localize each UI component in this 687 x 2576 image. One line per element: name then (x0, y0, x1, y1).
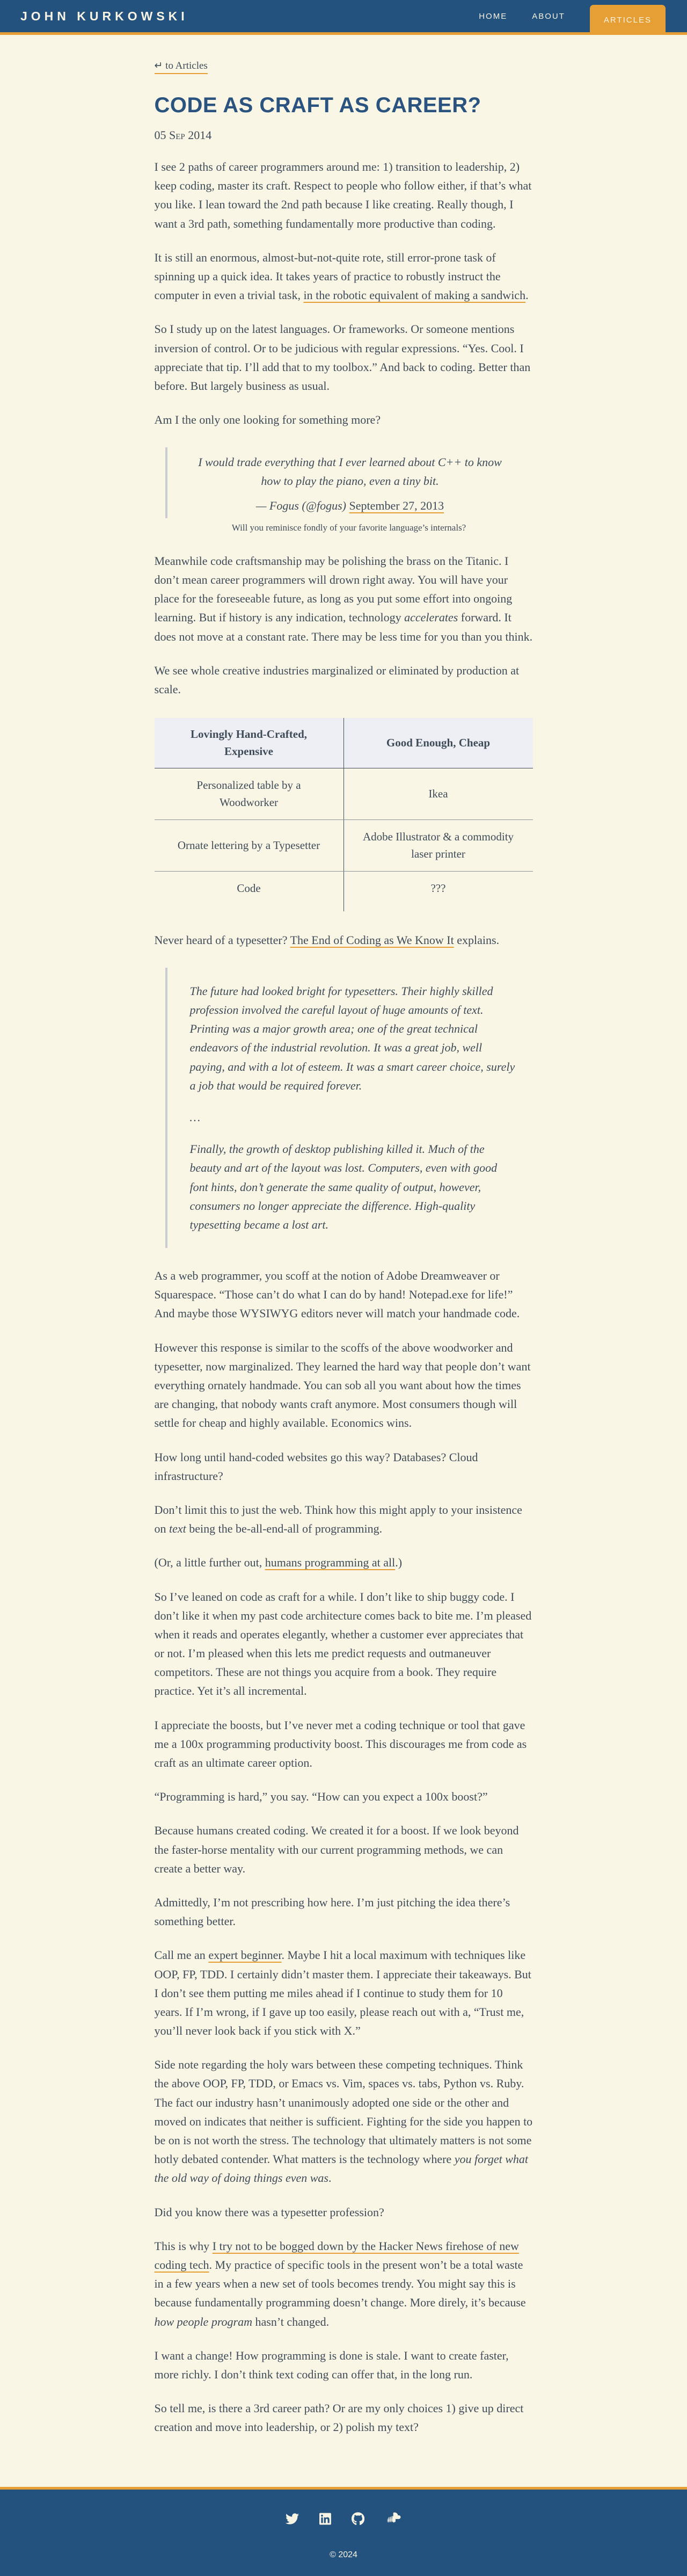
text-run: … (189, 1110, 201, 1124)
emphasis-text: you forget what the old way of doing things even was (154, 2152, 528, 2185)
text-run: So tell me, is there a 3rd career path? Or are my only choices 1) give up direct creation and move into leadership, or 2) polish my text? (154, 2401, 524, 2434)
paragraph (155, 320, 533, 395)
inline-link[interactable]: September 27, 2013 (349, 498, 444, 512)
paragraph (155, 552, 533, 646)
inline-link[interactable]: expert beginner (208, 1948, 282, 1962)
table-cell: Ornate lettering by a Typesetter (155, 820, 344, 872)
paragraph (155, 1553, 533, 1572)
table-cell: Personalized table by a Woodworker (155, 768, 344, 820)
table-cell: Adobe Illustrator & a commodity laser printer (344, 820, 533, 872)
paragraph (155, 2399, 533, 2436)
copyright: © 2024 (330, 2550, 357, 2560)
blockquote (165, 968, 533, 1248)
paragraph (155, 1787, 533, 1806)
table-row (155, 872, 533, 911)
paragraph (155, 2346, 533, 2384)
text-run: The future had looked bright for typesetters. Their highly skilled profession involved the careful layout of huge amounts of text. Printing was a major growth area; one of the great technical endeavors of the industrial revolution. It was a great job, well paying, and with a lot of esteem. It was a smart career choice, surely a job that would be required forever. (189, 984, 515, 1092)
inline-link[interactable]: humans programming at all (265, 1556, 396, 1570)
text-run: (Or, a little further out, (154, 1556, 265, 1570)
return-arrow-icon: ↵ (154, 60, 163, 71)
text-run: This is why (154, 2239, 213, 2253)
page-title: CODE AS CRAFT AS CAREER? (154, 93, 481, 117)
paragraph (155, 1946, 533, 2040)
paragraph (155, 931, 533, 949)
site-brand[interactable]: JOHN KURKOWSKI (20, 9, 188, 23)
back-link-label: to Articles (165, 60, 208, 71)
paragraph (155, 1587, 533, 1701)
text-run: Call me an (154, 1948, 209, 1962)
tweet-caption: Will you reminisce fondly of your favorite language’s internals? (231, 522, 466, 533)
article-body (155, 157, 533, 2436)
text-run: explains. (454, 933, 500, 947)
text-run: Am I the only one looking for something more? (154, 413, 381, 427)
tweet-blockquote (165, 447, 533, 518)
paragraph (155, 1716, 533, 1773)
text-run: “Programming is hard,” you say. “How can you expect a 100x boost?” (154, 1790, 488, 1804)
linkedin-icon[interactable] (319, 2512, 331, 2526)
table-header-cell: Lovingly Hand-Crafted, Expensive (155, 718, 344, 768)
table-cell: ??? (430, 882, 446, 895)
soundcloud-icon[interactable] (385, 2512, 401, 2526)
paragraph (155, 2055, 533, 2187)
text-run: As a web programmer, you scoff at the notion of Adobe Dreamweaver or Squarespace. “Those can’t do what I can do by hand! Notepad.exe for life!” And maybe those WYSIWYG editors never will match your handmade code. (154, 1269, 520, 1320)
text-run: I want a change! How programming is done is stale. I want to create faster, more richly. I don’t think text coding can offer that, in the long run. (154, 2348, 509, 2381)
text-run: . Maybe I hit a local maximum with techniques like OOP, FP, TDD. I certainly didn’t master them. I appreciate their takeaways. But I don’t see them putting me miles ahead if I continue to study them for 10 years. If I’m wrong, if I gave up too easily, please reach out with a, “Trust me, you’ll never look back if you stick with X.” (154, 1948, 531, 2038)
back-to-articles-link[interactable] (155, 60, 208, 74)
inline-link[interactable]: I try not to be bogged down by the Hacker News firehose of new coding tech (154, 2239, 519, 2272)
table-head (155, 718, 533, 768)
table-header-row (155, 718, 533, 768)
text-run: Don’t limit this to just the web. Think how this might apply to your insistence on (154, 1503, 522, 1536)
text-run: Because humans created coding. We created it for a boost. If we look beyond the faster-horse mentality with our current programming methods, we can create a better way. (154, 1824, 519, 1875)
table-row (155, 768, 533, 820)
text-run: . (328, 2171, 332, 2185)
article-date: 05 Sep 2014 (154, 128, 212, 142)
text-run: Did you know there was a typesetter profession? (154, 2205, 384, 2219)
navbar-inner (0, 0, 687, 32)
footer (0, 2487, 687, 2576)
paragraph (155, 157, 533, 233)
text-run: I would trade everything that I ever learned about C++ to know how to play the piano, even a tiny bit. (198, 455, 502, 488)
text-run: So I’ve leaned on code as craft for a while. I don’t like to ship buggy code. I don’t like it when my past code architecture comes back to bite me. I’m pleased when it reads and operates elegantly, whether a customer ever appreciates that or not. I’m pleased when this lets me predict requests and outmaneuver competitors. These are not things you acquire from a book. They require practice. Yet it’s all incremental. (154, 1590, 532, 1698)
table-cell: Ikea (344, 768, 533, 820)
nav-item-about[interactable]: ABOUT (532, 11, 565, 21)
tweet-quote (189, 453, 511, 490)
text-run: hasn’t changed. (252, 2314, 330, 2328)
quote-paragraph (190, 1108, 518, 1127)
paragraph (155, 2203, 533, 2222)
nav-item-home[interactable]: HOME (479, 11, 508, 21)
github-icon[interactable] (352, 2512, 364, 2526)
text-run: .) (395, 1556, 403, 1570)
nav-item-articles[interactable]: ARTICLES (590, 5, 666, 35)
nav-links (454, 0, 666, 32)
text-run: I see 2 paths of career programmers around me: 1) transition to leadership, 2) keep coding, master its craft. Respect to people who follow either, if that’s what you like. I lean toward the 2nd path because I like creating. Really though, I want a 3rd path, something fundamentally more productive than coding. (154, 160, 532, 230)
inline-link[interactable]: in the robotic equivalent of making a sandwich (303, 288, 526, 302)
social-links (0, 2512, 687, 2526)
text-run: — Fogus (@fogus) (255, 498, 349, 512)
twitter-icon[interactable] (286, 2512, 299, 2526)
comparison-table (155, 718, 533, 911)
quote-paragraph (190, 982, 518, 1095)
quote-paragraph (190, 1140, 518, 1234)
navbar (0, 0, 687, 35)
text-run: However this response is similar to the scoffs of the above woodworker and typesetter, now marginalized. They learned the hard way that people don’t want everything ornately handmade. You can sob all you want about how the times are changing, that nobody wants craft anymore. Most consumers though will settle for cheap and highly available. Economics wins. (154, 1340, 531, 1430)
text-run: Side note regarding the holy wars between these competing techniques. Think the above OOP, FP, TDD, or Emacs vs. Vim, spaces vs. tabs, Python vs. Ruby. The fact our industry hasn’t unanimously adopted one side or the other and moved on indicates that neither is sufficient. Fighting for the side you happen to be on is not worth the stress. The technology that ultimately matters is not some hotly debated contender. What matters is the technology where (154, 2058, 533, 2166)
paragraph (155, 1500, 533, 1538)
text-run: Never heard of a typesetter? (154, 933, 290, 947)
emphasis-text: how people program (154, 2314, 253, 2328)
paragraph (155, 248, 533, 305)
paragraph (155, 2237, 533, 2331)
emphasis-text: text (169, 1522, 186, 1536)
paragraph (155, 1893, 533, 1931)
table-header-cell: Good Enough, Cheap (344, 718, 533, 768)
text-run: So I study up on the latest languages. Or frameworks. Or someone mentions inversion of control. Or to be judicious with regular expressions. “Yes. Cool. I appreciate that tip. I’ll add that to my toolbox.” And back to coding. Better than before. But largely business as usual. (154, 322, 531, 393)
text-run: We see whole creative industries marginalized or eliminated by production at scale. (154, 663, 520, 696)
text-run: being the be-all-end-all of programming. (186, 1522, 383, 1536)
paragraph (155, 1338, 533, 1433)
text-run: Meanwhile code craftsmanship may be polishing the brass on the Titanic. I don’t mean career programmers will drown right away. You will have your place for the foreseeable future, as long as you put some effort into ongoing learning. But if history is any indication, technology (154, 554, 513, 625)
tweet-attribution (189, 496, 511, 515)
table-cell: Code (155, 872, 344, 911)
table-row (155, 820, 533, 872)
inline-link[interactable]: The End of Coding as We Know It (290, 933, 454, 947)
text-run: I appreciate the boosts, but I’ve never met a coding technique or tool that gave me a 100x programming productivity boost. This discourages me from code as craft as an ultimate career option. (154, 1718, 527, 1769)
text-run: It is still an enormous, almost-but-not-quite rote, still error-prone task of spinning up a quick idea. It takes years of practice to robustly instruct the computer in even a trivial task, (154, 250, 501, 302)
tweet-embed (155, 447, 533, 533)
text-run: How long until hand-coded websites go this way? Databases? Cloud infrastructure? (154, 1450, 478, 1483)
text-run: forward. It does not move at a constant rate. There may be less time for you than you think. (154, 611, 533, 643)
paragraph (155, 1266, 533, 1323)
table-body (155, 768, 533, 911)
text-run: Finally, the growth of desktop publishing killed it. Much of the beauty and art of the layout was lost. Computers, even with good font hints, don’t generate the same quality of output, however, consumers no longer appreciate the difference. High-quality typesetting became a lost art. (189, 1142, 498, 1231)
paragraph (155, 661, 533, 699)
text-run: . My practice of specific tools in the present won’t be a total waste in a few years when a new set of tools becomes trendy. You might say this is because fundamentally programming doesn’t change. More direly, it’s because (154, 2258, 526, 2310)
text-run: Admittedly, I’m not prescribing how here. I’m just pitching the idea there’s something better. (154, 1895, 510, 1928)
emphasis-text: accelerates (404, 611, 458, 625)
paragraph (155, 1448, 533, 1485)
paragraph (155, 410, 533, 429)
text-run: . (525, 288, 529, 302)
paragraph (155, 1821, 533, 1878)
article-page (155, 35, 533, 2487)
